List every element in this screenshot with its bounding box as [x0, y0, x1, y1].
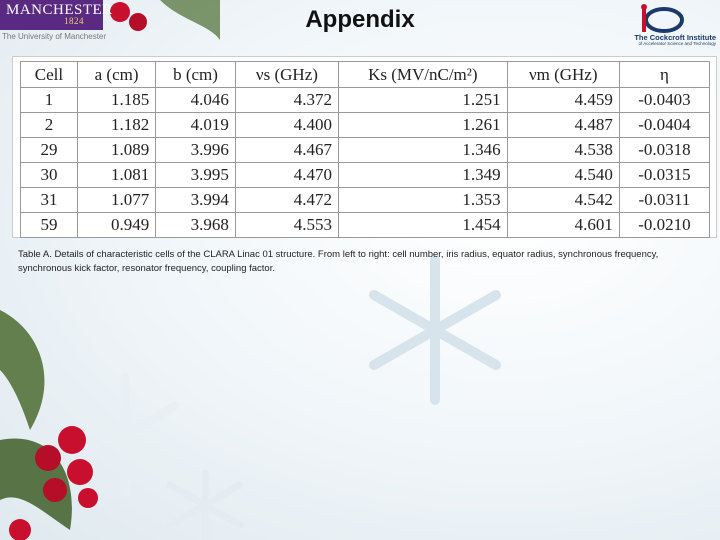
table-cell: 1.089 — [77, 138, 155, 163]
table-cell: 1.081 — [77, 163, 155, 188]
cell-parameter-table-panel — [12, 56, 717, 238]
table-cell: -0.0318 — [619, 138, 709, 163]
table-cell: 4.542 — [507, 188, 619, 213]
table-cell: 4.553 — [235, 213, 338, 238]
cockcroft-logo-subtext: of Accelerator Science and Technology — [638, 41, 716, 46]
table-cell: 4.470 — [235, 163, 338, 188]
table-cell: -0.0311 — [619, 188, 709, 213]
table-cell: 4.372 — [235, 88, 338, 113]
manchester-logo-year: 1824 — [64, 16, 84, 26]
table-cell: 4.046 — [156, 88, 236, 113]
table-cell: -0.0404 — [619, 113, 709, 138]
table-cell: 1.261 — [339, 113, 508, 138]
university-text: The University of Manchester — [2, 32, 107, 41]
table-cell: 4.400 — [235, 113, 338, 138]
table-cell: 4.459 — [507, 88, 619, 113]
snowflake-icon — [160, 470, 250, 540]
table-cell: 1.349 — [339, 163, 508, 188]
column-header: νm (GHz) — [507, 62, 619, 88]
table-row — [21, 188, 710, 213]
table-row — [21, 88, 710, 113]
table-cell: 3.994 — [156, 188, 236, 213]
table-row — [21, 138, 710, 163]
table-cell: 1.182 — [77, 113, 155, 138]
table-cell: 3.996 — [156, 138, 236, 163]
table-row — [21, 163, 710, 188]
column-header: Ks (MV/nC/m²) — [339, 62, 508, 88]
table-cell: 4.472 — [235, 188, 338, 213]
table-row — [21, 213, 710, 238]
table-header-row — [21, 62, 710, 88]
manchester-logo-text: MANCHESTER — [6, 2, 113, 18]
table-cell: 1.251 — [339, 88, 508, 113]
cockcroft-logo-text: The Cockcroft Institute — [634, 33, 716, 42]
table-cell: 29 — [21, 138, 78, 163]
holly-decoration — [0, 300, 130, 540]
cell-parameter-table — [20, 61, 710, 238]
table-cell: 4.601 — [507, 213, 619, 238]
slide-header — [0, 0, 720, 50]
table-body — [21, 88, 710, 238]
table-cell: 3.995 — [156, 163, 236, 188]
table-cell: 4.467 — [235, 138, 338, 163]
table-cell: 4.538 — [507, 138, 619, 163]
table-cell: 1.454 — [339, 213, 508, 238]
table-caption: Table A. Details of characteristic cells of the CLARA Linac 01 structure. From left to right: cell number, iris radius, equator radius, synchronous frequency, synchronous kick factor, resonator frequency, coupling factor. — [18, 249, 659, 274]
table-cell: 30 — [21, 163, 78, 188]
table-cell: 3.968 — [156, 213, 236, 238]
table-cell: -0.0315 — [619, 163, 709, 188]
table-cell: 4.540 — [507, 163, 619, 188]
table-cell: 1.077 — [77, 188, 155, 213]
column-header: νs (GHz) — [235, 62, 338, 88]
page-title: Appendix — [305, 6, 415, 33]
table-cell: -0.0403 — [619, 88, 709, 113]
table-cell: 4.487 — [507, 113, 619, 138]
column-header: Cell — [21, 62, 78, 88]
column-header: a (cm) — [77, 62, 155, 88]
column-header: η — [619, 62, 709, 88]
table-row — [21, 113, 710, 138]
table-cell: 2 — [21, 113, 78, 138]
table-cell: 31 — [21, 188, 78, 213]
table-cell: -0.0210 — [619, 213, 709, 238]
column-header: b (cm) — [156, 62, 236, 88]
table-cell: 0.949 — [77, 213, 155, 238]
table-cell: 1.185 — [77, 88, 155, 113]
table-cell: 4.019 — [156, 113, 236, 138]
table-cell: 59 — [21, 213, 78, 238]
table-cell: 1.353 — [339, 188, 508, 213]
table-cell: 1.346 — [339, 138, 508, 163]
table-cell: 1 — [21, 88, 78, 113]
